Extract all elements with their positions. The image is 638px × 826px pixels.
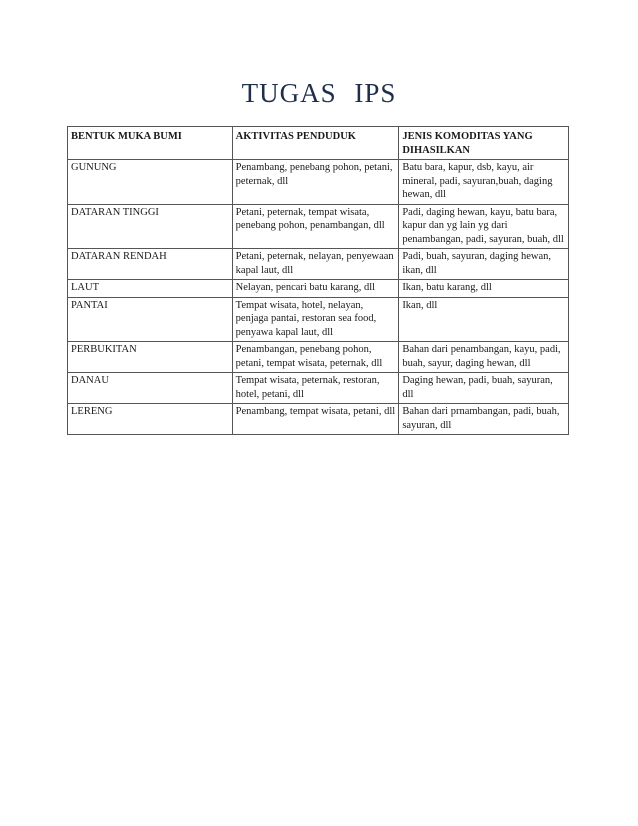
cell-landform: LERENG	[68, 404, 233, 435]
table-row	[68, 373, 569, 404]
header-bentuk-muka-bumi: BENTUK MUKA BUMI	[68, 127, 233, 160]
cell-landform: GUNUNG	[68, 160, 233, 205]
table-row	[68, 249, 569, 280]
table-row	[68, 280, 569, 298]
cell-activity: Petani, peternak, nelayan, penyewaan kapal laut, dll	[232, 249, 399, 280]
table-row	[68, 297, 569, 342]
table-row	[68, 204, 569, 249]
landform-table	[67, 126, 569, 435]
cell-landform: PERBUKITAN	[68, 342, 233, 373]
cell-activity: Penambang, penebang pohon, petani, peternak, dll	[232, 160, 399, 205]
table-row	[68, 160, 569, 205]
cell-landform: DATARAN RENDAH	[68, 249, 233, 280]
cell-landform: DATARAN TINGGI	[68, 204, 233, 249]
page-title: TUGAS IPS	[241, 78, 397, 108]
cell-commodity: Bahan dari prnambangan, padi, buah, sayuran, dll	[399, 404, 569, 435]
cell-commodity: Padi, daging hewan, kayu, batu bara, kapur dan yg lain yg dari penambangan, padi, sayuran, buah, dll	[399, 204, 569, 249]
cell-activity: Tempat wisata, hotel, nelayan, penjaga pantai, restoran sea food, penyawa kapal laut, dll	[232, 297, 399, 342]
cell-activity: Tempat wisata, peternak, restoran, hotel, petani, dll	[232, 373, 399, 404]
table-row	[68, 342, 569, 373]
cell-commodity: Ikan, batu karang, dll	[399, 280, 569, 298]
header-jenis-komoditas: JENIS KOMODITAS YANG DIHASILKAN	[399, 127, 569, 160]
cell-commodity: Ikan, dll	[399, 297, 569, 342]
cell-landform: LAUT	[68, 280, 233, 298]
cell-commodity: Padi, buah, sayuran, daging hewan, ikan, dll	[399, 249, 569, 280]
cell-activity: Penambangan, penebang pohon, petani, tempat wisata, peternak, dll	[232, 342, 399, 373]
table-row	[68, 404, 569, 435]
table-header-row	[68, 127, 569, 160]
cell-activity: Nelayan, pencari batu karang, dll	[232, 280, 399, 298]
cell-commodity: Batu bara, kapur, dsb, kayu, air mineral, padi, sayuran,buah, daging hewan, dll	[399, 160, 569, 205]
cell-commodity: Bahan dari penambangan, kayu, padi, buah, sayur, daging hewan, dll	[399, 342, 569, 373]
cell-commodity: Daging hewan, padi, buah, sayuran, dll	[399, 373, 569, 404]
cell-landform: PANTAI	[68, 297, 233, 342]
cell-activity: Petani, peternak, tempat wisata, penebang pohon, penambangan, dll	[232, 204, 399, 249]
header-aktivitas-penduduk: AKTIVITAS PENDUDUK	[232, 127, 399, 160]
cell-activity: Penambang, tempat wisata, petani, dll	[232, 404, 399, 435]
cell-landform: DANAU	[68, 373, 233, 404]
